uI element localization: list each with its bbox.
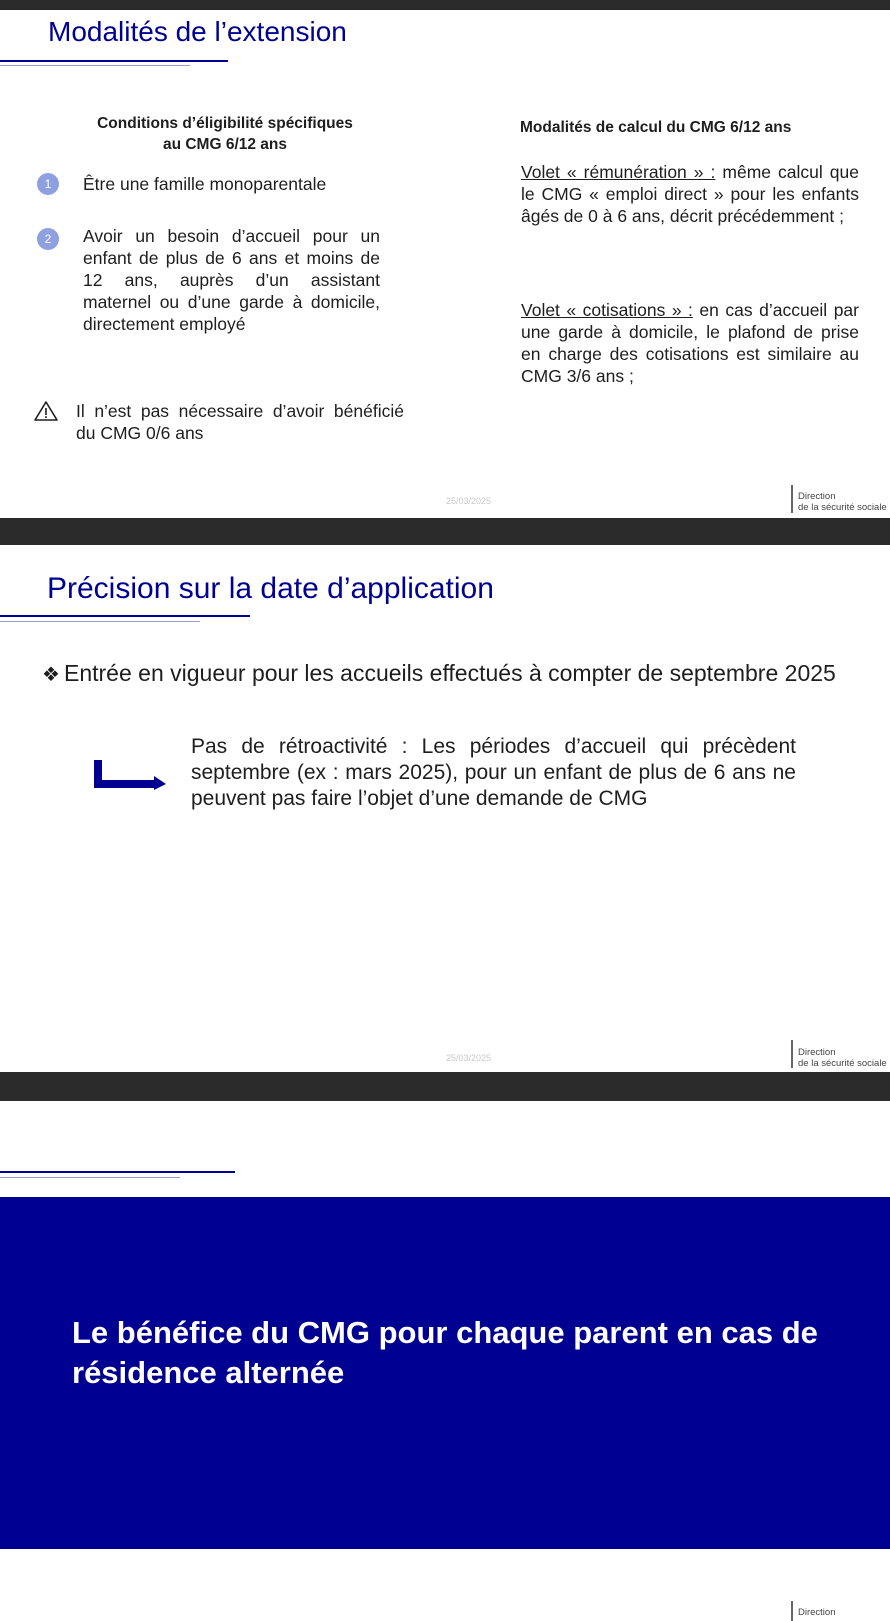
footer-org-line2: de la sécurité sociale	[798, 502, 887, 513]
eligibility-item-1: Être une famille monoparentale	[83, 174, 327, 194]
item-number-badge: 1	[37, 173, 59, 195]
footer-organization	[798, 1607, 836, 1618]
footer-organization	[798, 1047, 887, 1069]
footer-divider	[791, 1601, 793, 1621]
footer-date: 25/03/2025	[446, 1053, 492, 1063]
slide-title: Modalités de l’extension	[48, 16, 347, 47]
eligibility-heading-line2: au CMG 6/12 ans	[162, 136, 288, 153]
eligibility-heading	[70, 113, 380, 155]
title-underline-secondary	[0, 65, 190, 66]
title-underline	[0, 60, 228, 62]
title-underline	[0, 615, 250, 617]
cotisations-label: Volet « cotisations » :	[521, 300, 693, 320]
no-retroactivity-text: Pas de rétroactivité : Les périodes d’accueil qui précèdent septembre (ex : mars 2025), pour un enfant de plus de 6 ans ne peuvent pas faire l’objet d’une demande de CMG	[191, 735, 796, 810]
footer-divider	[791, 1040, 793, 1068]
arrow-right-icon	[92, 760, 168, 790]
section-banner	[0, 1197, 890, 1549]
eligibility-heading-line1: Conditions d’éligibilité spécifiques	[97, 115, 353, 132]
footer-org-line1: Direction	[798, 491, 836, 502]
warning-note: Il n’est pas nécessaire d’avoir bénéficié du CMG 0/6 ans	[76, 401, 404, 443]
cotisations-text: en cas d’accueil par une garde à domicile, le plafond de prise en charge des cotisations est similaire au CMG 3/6 ans ;	[521, 300, 859, 386]
title-underline	[0, 1171, 235, 1173]
footer-date: 25/03/2025	[446, 496, 492, 506]
remuneration-paragraph	[521, 161, 859, 227]
remuneration-label: Volet « rémunération » :	[521, 162, 716, 182]
eligibility-item-2: Avoir un besoin d’accueil pour un enfant de plus de 6 ans et moins de 12 ans, auprès d’un assistant maternel ou d’une garde à domicile, directement employé	[83, 226, 380, 334]
remuneration-text: même calcul que le CMG « emploi direct » pour les enfants âgés de 0 à 6 ans, décrit précédemment ;	[521, 162, 859, 226]
title-underline-secondary	[0, 621, 200, 622]
footer-org-line1: Direction	[798, 1607, 836, 1618]
footer-org-line2: de la sécurité sociale	[798, 1058, 887, 1069]
slide-alternating-residence	[0, 1101, 890, 1621]
slide-title: Précision sur la date d’application	[47, 572, 494, 605]
footer-org-line1: Direction	[798, 1047, 836, 1058]
warning-icon	[33, 400, 59, 422]
diamond-bullet-icon: ❖	[42, 664, 60, 686]
calculation-heading: Modalités de calcul du CMG 6/12 ans	[520, 119, 792, 136]
cotisations-paragraph	[521, 299, 859, 387]
slide-extension	[0, 10, 890, 518]
effective-date-bullet: Entrée en vigueur pour les accueils effectués à compter de septembre 2025	[64, 660, 836, 686]
title-underline-secondary	[0, 1177, 180, 1178]
footer-organization	[798, 491, 887, 513]
banner-title: Le bénéfice du CMG pour chaque parent en cas de résidence alternée	[72, 1315, 818, 1390]
slide-application-date	[0, 545, 890, 1072]
item-number-badge: 2	[37, 228, 59, 250]
footer-divider	[791, 485, 793, 513]
